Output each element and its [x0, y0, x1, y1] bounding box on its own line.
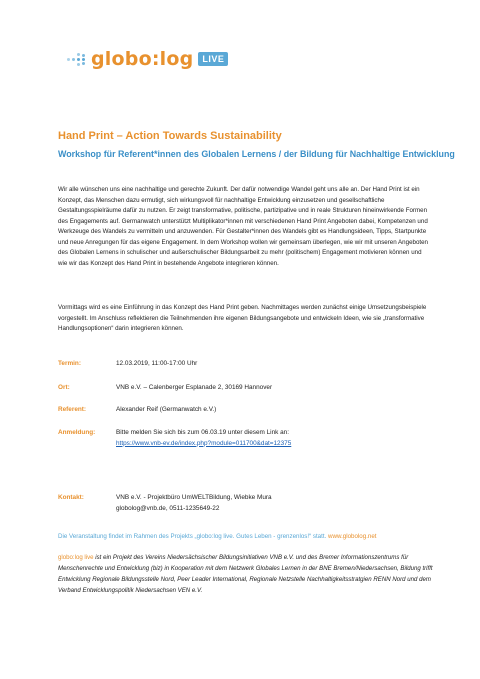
info-kontakt — [58, 493, 272, 514]
schedule-paragraph: Vormittags wird es eine Einführung in das Konzept des Hand Print geben. Nachmittages werden zunächst einige Umsetzungsbeispiele vorgestellt. Im Anschluss reflektieren die Teilnehmenden ihre eigenen Bildungsangebote und entwickeln Ideen, wie sie „transformative Handlungsoptionen“ darin integrieren können. — [58, 304, 427, 332]
footer-brand: globo:log live — [58, 554, 94, 561]
ort-label: Ort: — [58, 384, 70, 391]
kontakt-line1: VNB e.V. - Projektbüro UmWELTBildung, Wiebke Mura — [116, 494, 272, 501]
anmeldung-value — [116, 428, 291, 449]
footer-description-text: ist ein Projekt des Vereins Niedersächsischer Bildungsinitiativen VNB e.V. und des Bremer Informationszentrums für Menschenrechte und Entwicklung (biz) in Kooperation mit dem Netzwerk Globales Lernen in der BNE Bremen/Niedersachsen, Bildung trifft Entwicklung Regionale Bildungsstelle Nord, Peer Leader International, Regionale Netzstelle Nachhaltigkeitsstratgien RENN Nord und dem Verband Entwicklungspolitik Niedersachsen VEN e.V. — [58, 554, 433, 594]
footer-description — [58, 552, 434, 596]
footer-website-link[interactable]: www.globolog.net — [328, 533, 377, 540]
registration-link[interactable]: https://www.vnb-ev.de/index.php?module=011700&dat=12375 — [116, 439, 292, 447]
kontakt-line2: globolog@vnb.de, 0511-1235649-22 — [116, 504, 220, 512]
info-referent — [58, 405, 216, 416]
referent-label: Referent: — [58, 406, 87, 413]
termin-value: 12.03.2019, 11:00-17:00 Uhr — [116, 360, 198, 367]
info-ort — [58, 383, 272, 394]
kontakt-value — [116, 493, 272, 514]
footer-project-text: Die Veranstaltung findet im Rahmen des Projekts „globo:log live. Gutes Leben - grenzenlos!“ statt. — [58, 533, 327, 540]
dotted-arrow-icon — [67, 52, 89, 66]
page-title: Hand Print – Action Towards Sustainability — [58, 130, 282, 142]
referent-value: Alexander Reif (Germanwatch e.V.) — [116, 406, 217, 413]
logo — [67, 44, 228, 74]
page-subtitle: Workshop für Referent*innen des Globalen Lernens / der Bildung für Nachhaltige Entwicklung — [58, 149, 455, 159]
info-termin — [58, 359, 197, 370]
anmeldung-label: Anmeldung: — [58, 429, 96, 436]
footer-project-line — [58, 533, 377, 540]
anmeldung-text: Bitte melden Sie sich bis zum 06.03.19 unter diesem Link an: — [116, 429, 289, 436]
intro-paragraph: Wir alle wünschen uns eine nachhaltige und gerechte Zukunft. Der dafür notwendige Wandel geht uns alle an. Der Hand Print ist ein Konzept, das Menschen dazu ermutigt, sich wirkungsvoll für nachhaltige Entwicklung einzusetzen und gesellschaftliche Gestaltungsspielräume dafür zu nutzen. Er zeigt transformative, politische, partizipative und in reale Strukturen hineinwirkende Formen des Engagements auf. Germanwatch unterstützt Multiplikator*innen mit verschiedenen Hand Print Angeboten dabei, Kompetenzen und Werkzeuge des Wandels zu vermitteln und anzuwenden. Für Gestalter*innen des Wandels gibt es Handlungsideen, Tipps, Startpunkte und neue Anregungen für das eigene Engagement. In dem Workshop wollen wir gemeinsam überlegen, wie wir mit unseren Angeboten des Globalen Lernens in schulischer und außerschulischer Bildungsarbeit zu mehr (politischem) Engagement motivieren können und wie wir das Konzept des Hand Print in bestehende Angebote integrieren können. — [58, 186, 428, 267]
logo-text: globo:log — [91, 48, 194, 70]
ort-value: VNB e.V. – Calenberger Esplanade 2, 30169 Hannover — [116, 384, 273, 391]
kontakt-label: Kontakt: — [58, 494, 84, 501]
logo-live-badge: LIVE — [198, 52, 228, 66]
info-anmeldung — [58, 428, 291, 449]
termin-label: Termin: — [58, 360, 81, 367]
